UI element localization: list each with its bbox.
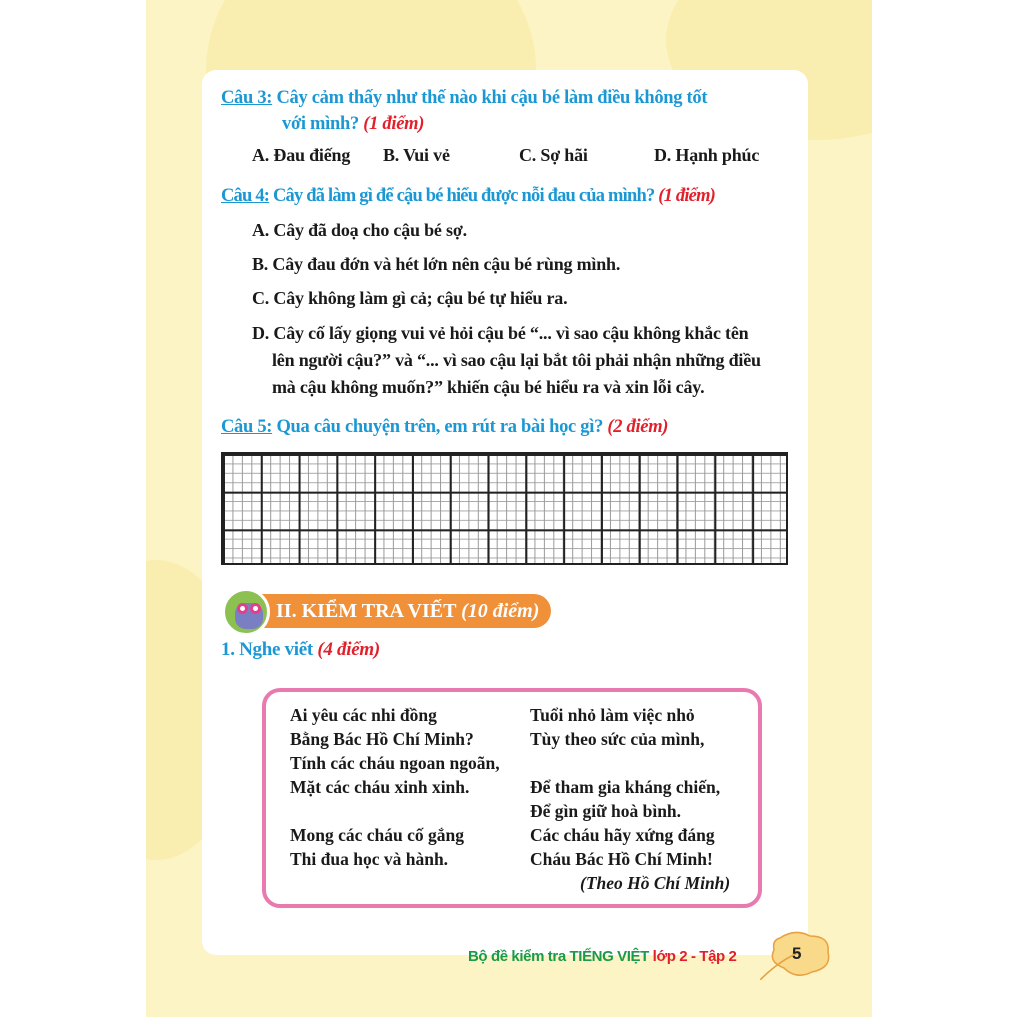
mascot-icon (222, 588, 270, 636)
q4-option-a: A. Cây đã doạ cho cậu bé sợ. (252, 220, 467, 240)
poem-line: Ai yêu các nhi đồng (290, 705, 437, 725)
section-banner: II. KIỂM TRA VIẾT (10 điểm) (238, 594, 551, 628)
question-3: Câu 3: Cây cảm thấy như thế nào khi cậu bé làm điều không tốt (221, 88, 708, 108)
question-3-cont: với mình? (1 điểm) (282, 114, 425, 134)
poem-source: (Theo Hồ Chí Minh) (580, 873, 731, 893)
writing-grid[interactable] (221, 452, 788, 565)
subsection-title: 1. Nghe viết (4 điểm) (221, 639, 380, 660)
poem-line: Để tham gia kháng chiến, (530, 777, 721, 797)
poem-line: Để gìn giữ hoà bình. (530, 801, 682, 821)
poem-line: Các cháu hãy xứng đáng (530, 825, 715, 845)
footer-book-title: Bộ đề kiểm tra TIẾNG VIỆT lớp 2 - Tập 2 (468, 948, 737, 965)
poem-line: Tuổi nhỏ làm việc nhỏ (530, 705, 695, 725)
q3-option-c: C. Sợ hãi (519, 145, 588, 165)
poem-line: Mong các cháu cố gắng (290, 825, 465, 845)
q4-option-d-line2: lên người cậu?” và “... vì sao cậu lại bắt tôi phải nhận những điều (272, 350, 761, 370)
question-4: Câu 4: Cây đã làm gì để cậu bé hiểu được nỗi đau của mình? (1 điểm) (221, 186, 716, 206)
q4-option-d-line3: mà cậu không muốn?” khiến cậu bé hiểu ra và xin lỗi cây. (272, 377, 705, 397)
q4-option-b: B. Cây đau đớn và hét lớn nên cậu bé rùng mình. (252, 254, 621, 274)
poem-line: Cháu Bác Hồ Chí Minh! (530, 849, 713, 869)
page-number: 5 (792, 944, 802, 963)
q3-option-d: D. Hạnh phúc (654, 145, 760, 165)
poem-line: Mặt các cháu xinh xinh. (290, 777, 470, 797)
question-5: Câu 5: Qua câu chuyện trên, em rút ra bài học gì? (2 điểm) (221, 417, 669, 437)
q3-option-a: A. Đau điếng (252, 145, 351, 165)
poem-line: Tính các cháu ngoan ngoãn, (290, 753, 500, 773)
q4-option-c: C. Cây không làm gì cả; cậu bé tự hiểu ra. (252, 288, 568, 308)
q3-option-b: B. Vui vẻ (383, 145, 450, 165)
poem-line: Bằng Bác Hồ Chí Minh? (290, 729, 474, 749)
q4-option-d: D. Cây cố lấy giọng vui vẻ hỏi cậu bé “... vì sao cậu không khắc tên (252, 323, 749, 343)
poem-line: Tùy theo sức của mình, (530, 729, 705, 749)
poem-line: Thi đua học và hành. (290, 849, 449, 869)
